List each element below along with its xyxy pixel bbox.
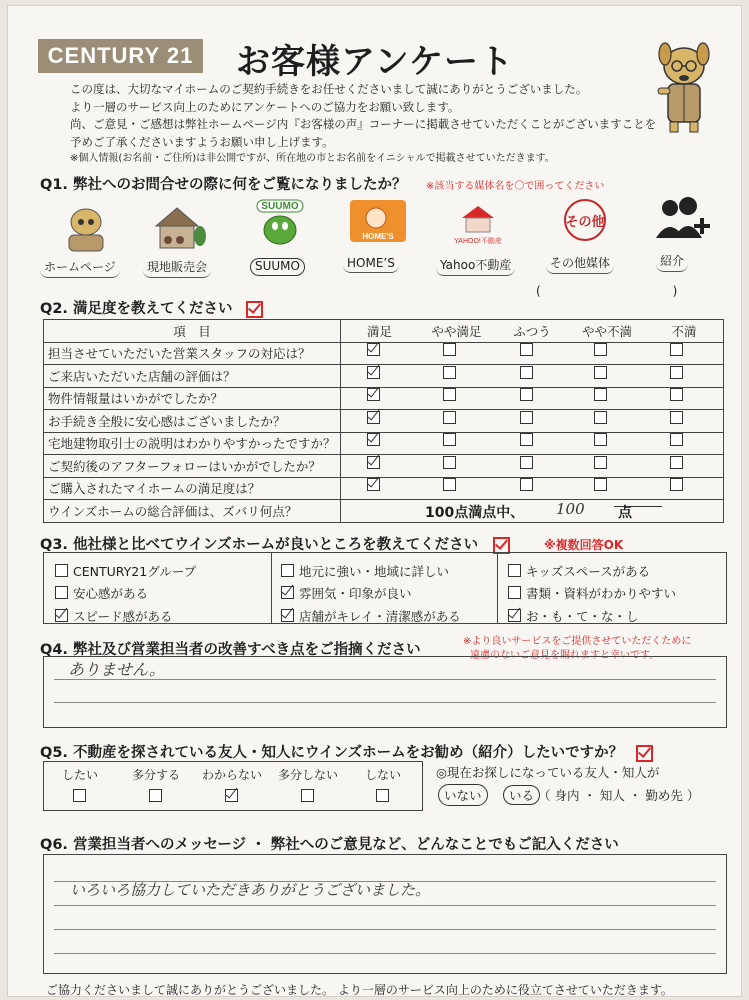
q3-option-label: 地元に強い・地域に詳しい — [299, 564, 450, 579]
q3-heading-text: Q3. 他社様と比べてウインズホームが良いところを教えてください — [40, 537, 479, 553]
satisfaction-checkbox[interactable] — [520, 388, 533, 401]
media-referral-label: 紹介 — [656, 252, 688, 272]
q5-no-option[interactable]: いない — [438, 784, 488, 806]
q3-option-label: お・も・て・な・し — [526, 609, 639, 624]
satisfaction-checkbox[interactable] — [670, 478, 683, 491]
q3-option-label: スピード感がある — [73, 609, 173, 624]
yahoo-house-icon — [448, 198, 510, 248]
century21-logo: CENTURY 21 — [38, 39, 203, 73]
satisfaction-checkbox[interactable] — [443, 343, 456, 356]
q5-option-label: 多分する — [131, 768, 180, 782]
satisfaction-checkbox[interactable] — [443, 456, 456, 469]
satisfaction-checkbox[interactable] — [670, 411, 683, 424]
q5-checkbox[interactable] — [301, 789, 314, 802]
homes-icon — [348, 198, 410, 248]
homes-logo-text: HOME'S — [362, 232, 394, 241]
satisfaction-checkbox[interactable] — [520, 343, 533, 356]
media-suumo-label: SUUMO — [250, 258, 305, 276]
satisfaction-checkbox[interactable] — [670, 366, 683, 379]
q1-heading: Q1. 弊社へのお問合せの際に何をご覧になりましたか？ — [40, 177, 407, 193]
row-item: 宅地建物取引士の説明はわかりやすかったですか？ — [44, 432, 341, 455]
row-item: 物件情報量はいかがでしたか？ — [44, 387, 341, 410]
q5-relations: （ 身内 ・ 知人 ・ 勤め先 ） — [538, 788, 700, 803]
row-item: 担当させていただいた営業スタッフの対応は？ — [44, 342, 341, 365]
intro-line: 尚、ご意見・ご感想は弊社ホームページ内『お客様の声』コーナーに掲載させていただくことがございますことを — [70, 117, 657, 131]
row-item: お手続き全般に安心感はございましたか？ — [44, 410, 341, 433]
media-homepage-label: ホームページ — [40, 258, 120, 278]
intro-note: ※個人情報(お名前・ご住所)は非公開ですが、所在地の市とお名前をイニシャルで掲載させていただきます。 — [70, 153, 555, 164]
satisfaction-checkbox[interactable] — [443, 478, 456, 491]
satisfaction-checkbox[interactable] — [520, 456, 533, 469]
q6-answer-box[interactable] — [43, 854, 727, 974]
satisfaction-checkbox[interactable] — [670, 343, 683, 356]
satisfaction-checkbox[interactable] — [367, 388, 380, 401]
table-row — [44, 410, 724, 433]
q5-checkbox[interactable] — [376, 789, 389, 802]
q3-checkbox[interactable] — [508, 564, 521, 577]
table-row — [44, 342, 724, 365]
table-row — [44, 387, 724, 410]
media-other-label: その他媒体 — [546, 254, 614, 274]
table-row — [44, 432, 724, 455]
q4-heading: Q4. 弊社及び営業担当者の改善すべき点をご指摘ください — [40, 642, 421, 658]
satisfaction-checkbox[interactable] — [520, 411, 533, 424]
q3-heading — [40, 533, 510, 554]
media-yahoo-label: Yahoo不動産 — [436, 256, 515, 276]
table-row — [44, 477, 724, 500]
q3-checkbox[interactable] — [508, 609, 521, 622]
table-row — [44, 365, 724, 388]
satisfaction-checkbox[interactable] — [594, 456, 607, 469]
checked-box-icon — [636, 745, 653, 762]
satisfaction-checkbox[interactable] — [594, 343, 607, 356]
other-media-paren: ( ) — [536, 284, 678, 298]
suumo-icon — [249, 198, 311, 248]
satisfaction-checkbox[interactable] — [594, 411, 607, 424]
q3-checkbox[interactable] — [508, 586, 521, 599]
q3-option-label: 安心感がある — [73, 586, 149, 601]
column-header: 項 目 — [44, 320, 341, 343]
table-row — [44, 455, 724, 478]
satisfaction-checkbox[interactable] — [367, 411, 380, 424]
mascot-icon — [55, 202, 117, 252]
q3-option-label: 書類・資料がわかりやすい — [526, 586, 677, 601]
q5-heading-text: Q5. 不動産を探されている友人・知人にウインズホームをお勧め（紹介）したいですか？ — [40, 745, 624, 761]
suumo-logo-text: SUUMO — [261, 201, 299, 212]
checked-box-icon — [246, 301, 263, 318]
q5-checkbox[interactable] — [149, 789, 162, 802]
yahoo-logo-text: YAHOO!不動産 — [454, 238, 502, 245]
q3-option-label: 雰囲気・印象が良い — [299, 586, 412, 601]
checked-box-icon — [493, 537, 510, 554]
intro-line: この度は、大切なマイホームのご契約手続きをお任せくださいまして誠にありがとうございました。 — [70, 82, 588, 96]
total-suffix: 点 — [618, 505, 632, 521]
q3-checkbox[interactable] — [55, 586, 68, 599]
satisfaction-checkbox[interactable] — [670, 388, 683, 401]
q2-heading-text: Q2. 満足度を教えてください — [40, 301, 233, 317]
satisfaction-checkbox[interactable] — [367, 456, 380, 469]
house-icon — [146, 202, 208, 252]
people-icon — [650, 194, 712, 244]
footer-text: ご協力くださいまして誠にありがとうございました。 より一層のサービス向上のために役立てさせていただきます。 — [46, 983, 673, 997]
q3-note: ※複数回答OK — [544, 538, 624, 552]
column-header: ふつう — [495, 320, 569, 343]
sonota-logo-text: その他 — [565, 215, 605, 230]
q3-checkbox[interactable] — [281, 609, 294, 622]
q1-note: ※該当する媒体名を〇で囲ってください — [426, 181, 605, 192]
q3-checkbox[interactable] — [55, 609, 68, 622]
intro-line: より一層のサービス向上のためにアンケートへのご協力をお願い致します。 — [70, 100, 460, 114]
q5-option-label: しない — [364, 768, 401, 782]
q5-option-label: 多分しない — [278, 768, 339, 782]
satisfaction-checkbox[interactable] — [670, 456, 683, 469]
q4-note-1: ※より良いサービスをご提供させていただくために — [463, 636, 692, 647]
satisfaction-checkbox[interactable] — [443, 388, 456, 401]
q6-heading: Q6. 営業担当者へのメッセージ ・ 弊社へのご意見など、どんなことでもご記入ください — [40, 837, 619, 853]
satisfaction-checkbox[interactable] — [443, 366, 456, 379]
q5-current-label: ◎現在お探しになっている友人・知人が — [436, 765, 660, 780]
q5-heading — [40, 741, 653, 762]
column-header: やや不満 — [569, 320, 645, 343]
satisfaction-checkbox[interactable] — [367, 343, 380, 356]
q3-checkbox[interactable] — [281, 586, 294, 599]
q4-note-2: 遠慮のないご意見を賜れますと幸いです。 — [470, 650, 660, 661]
row-item: ご契約後のアフターフォローはいかがでしたか？ — [44, 455, 341, 478]
satisfaction-checkbox[interactable] — [367, 433, 380, 446]
q5-checkbox[interactable] — [225, 789, 238, 802]
q3-option-label: 店舗がキレイ・清潔感がある — [299, 609, 461, 624]
q6-answer-text: いろいろ協力していただきありがとうございました。 — [70, 881, 431, 899]
total-prefix: 100点満点中、 — [425, 505, 525, 521]
column-header: やや満足 — [418, 320, 495, 343]
media-open-house-label: 現地販売会 — [143, 258, 211, 278]
row-item: ご購入されたマイホームの満足度は？ — [44, 477, 341, 500]
q2-heading — [40, 297, 263, 318]
satisfaction-checkbox[interactable] — [443, 433, 456, 446]
q3-option-label: CENTURY21グループ — [73, 564, 197, 579]
satisfaction-checkbox[interactable] — [670, 433, 683, 446]
q3-option-label: キッズスペースがある — [526, 564, 651, 579]
column-header: 不満 — [645, 320, 724, 343]
column-header: 満足 — [341, 320, 419, 343]
satisfaction-checkbox[interactable] — [594, 388, 607, 401]
satisfaction-checkbox[interactable] — [443, 411, 456, 424]
sonota-icon — [554, 196, 616, 246]
total-score-row — [44, 500, 724, 523]
media-homes-label: HOME’S — [343, 256, 399, 273]
satisfaction-checkbox[interactable] — [594, 366, 607, 379]
mascot-dog-icon — [648, 36, 720, 136]
satisfaction-checkbox[interactable] — [367, 478, 380, 491]
q5-yes-option[interactable]: いる — [503, 785, 540, 805]
survey-sheet — [8, 6, 741, 996]
q5-option-label: わからない — [202, 768, 263, 782]
satisfaction-checkbox[interactable] — [594, 433, 607, 446]
table-header-row — [44, 320, 724, 343]
q3-checkbox[interactable] — [55, 564, 68, 577]
satisfaction-checkbox[interactable] — [520, 478, 533, 491]
total-score-value[interactable]: 100 — [556, 500, 585, 518]
satisfaction-table — [43, 319, 724, 523]
satisfaction-checkbox[interactable] — [520, 366, 533, 379]
q3-checkbox[interactable] — [281, 564, 294, 577]
page-title: お客様アンケート — [236, 42, 514, 82]
q5-option-label: したい — [61, 768, 98, 782]
satisfaction-checkbox[interactable] — [594, 478, 607, 491]
row-item: ウインズホームの総合評価は、ズバリ何点？ — [44, 500, 341, 523]
row-item: ご来店いただいた店舗の評価は？ — [44, 365, 341, 388]
satisfaction-checkbox[interactable] — [367, 366, 380, 379]
satisfaction-checkbox[interactable] — [520, 433, 533, 446]
q5-checkbox[interactable] — [73, 789, 86, 802]
q4-answer-text: ありません。 — [68, 660, 165, 679]
intro-line: 予めご了承くださいますようお願い申し上げます。 — [70, 135, 334, 149]
